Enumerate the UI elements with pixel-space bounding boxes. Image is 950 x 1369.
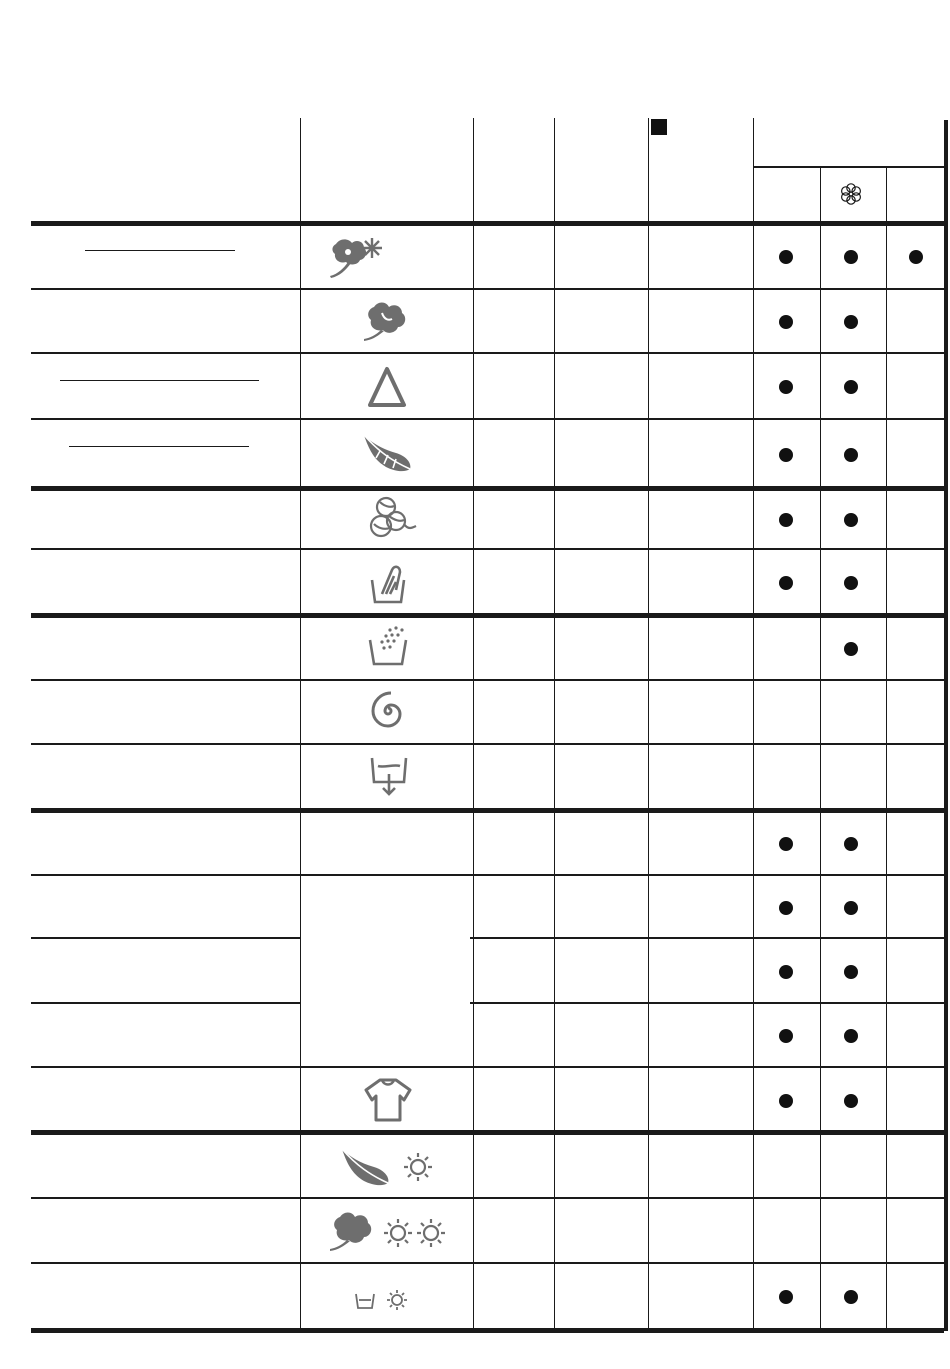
option-dot <box>779 837 793 851</box>
row-rule <box>31 679 944 681</box>
section-rule <box>31 808 944 813</box>
header-square-marker <box>651 119 667 135</box>
program-name-underline <box>60 380 259 381</box>
row-rule <box>31 288 944 290</box>
table-right-edge <box>944 120 948 1331</box>
option-dot <box>844 315 858 329</box>
option-dot <box>844 513 858 527</box>
section-rule <box>31 613 944 618</box>
option-dot <box>779 250 793 264</box>
feather-icon <box>360 431 416 475</box>
option-dot <box>909 250 923 264</box>
row-rule <box>470 937 944 939</box>
column-divider <box>473 118 474 1330</box>
option-dot <box>844 1094 858 1108</box>
option-dot <box>844 380 858 394</box>
table-bottom-rule <box>31 1328 944 1333</box>
column-divider <box>886 166 887 1330</box>
program-name-underline <box>85 250 235 251</box>
wool-yarn-icon <box>366 496 418 542</box>
spin-spiral-icon <box>366 689 410 733</box>
row-rule <box>31 1262 944 1264</box>
option-dot <box>779 448 793 462</box>
rinse-shower-icon <box>366 624 410 670</box>
section-rule <box>31 221 944 226</box>
option-dot <box>779 380 793 394</box>
row-rule <box>31 937 300 939</box>
triangle-icon <box>366 365 408 411</box>
row-rule <box>470 1002 944 1004</box>
row-rule <box>31 874 944 876</box>
shirt-icon <box>362 1076 414 1124</box>
section-rule <box>31 486 944 491</box>
row-rule <box>31 1066 944 1068</box>
option-dot <box>844 837 858 851</box>
column-divider <box>820 166 821 1330</box>
flower-icon <box>838 181 864 207</box>
row-rule <box>31 1002 300 1004</box>
option-dot <box>844 1290 858 1304</box>
row-rule <box>31 352 944 354</box>
option-dot <box>844 901 858 915</box>
option-dot <box>779 513 793 527</box>
option-dot <box>844 1029 858 1043</box>
option-dot <box>844 642 858 656</box>
column-divider <box>648 118 649 1330</box>
row-rule <box>31 1197 944 1199</box>
option-dot <box>844 448 858 462</box>
option-dot <box>779 1290 793 1304</box>
column-divider <box>753 118 754 1330</box>
option-dot <box>844 250 858 264</box>
program-name-underline <box>69 446 249 447</box>
option-dot <box>779 576 793 590</box>
option-dot <box>844 965 858 979</box>
section-rule <box>31 1130 944 1135</box>
header-options-rule <box>753 166 944 168</box>
option-dot <box>779 901 793 915</box>
option-dot <box>844 576 858 590</box>
cotton-stain-icon <box>326 234 388 280</box>
option-dot <box>779 315 793 329</box>
cotton-flower-icon <box>362 299 412 343</box>
drain-icon <box>368 754 410 798</box>
feather-sun-icon <box>338 1145 438 1193</box>
option-dot <box>779 965 793 979</box>
row-rule <box>31 548 944 550</box>
column-divider <box>300 118 301 1330</box>
hand-wash-icon <box>368 560 410 606</box>
option-dot <box>779 1029 793 1043</box>
option-dot <box>779 1094 793 1108</box>
column-divider <box>554 118 555 1330</box>
row-rule <box>31 743 944 745</box>
row-rule <box>31 418 944 420</box>
cotton-sun-sun-icon <box>328 1209 448 1257</box>
tub-sun-icon <box>352 1286 412 1314</box>
